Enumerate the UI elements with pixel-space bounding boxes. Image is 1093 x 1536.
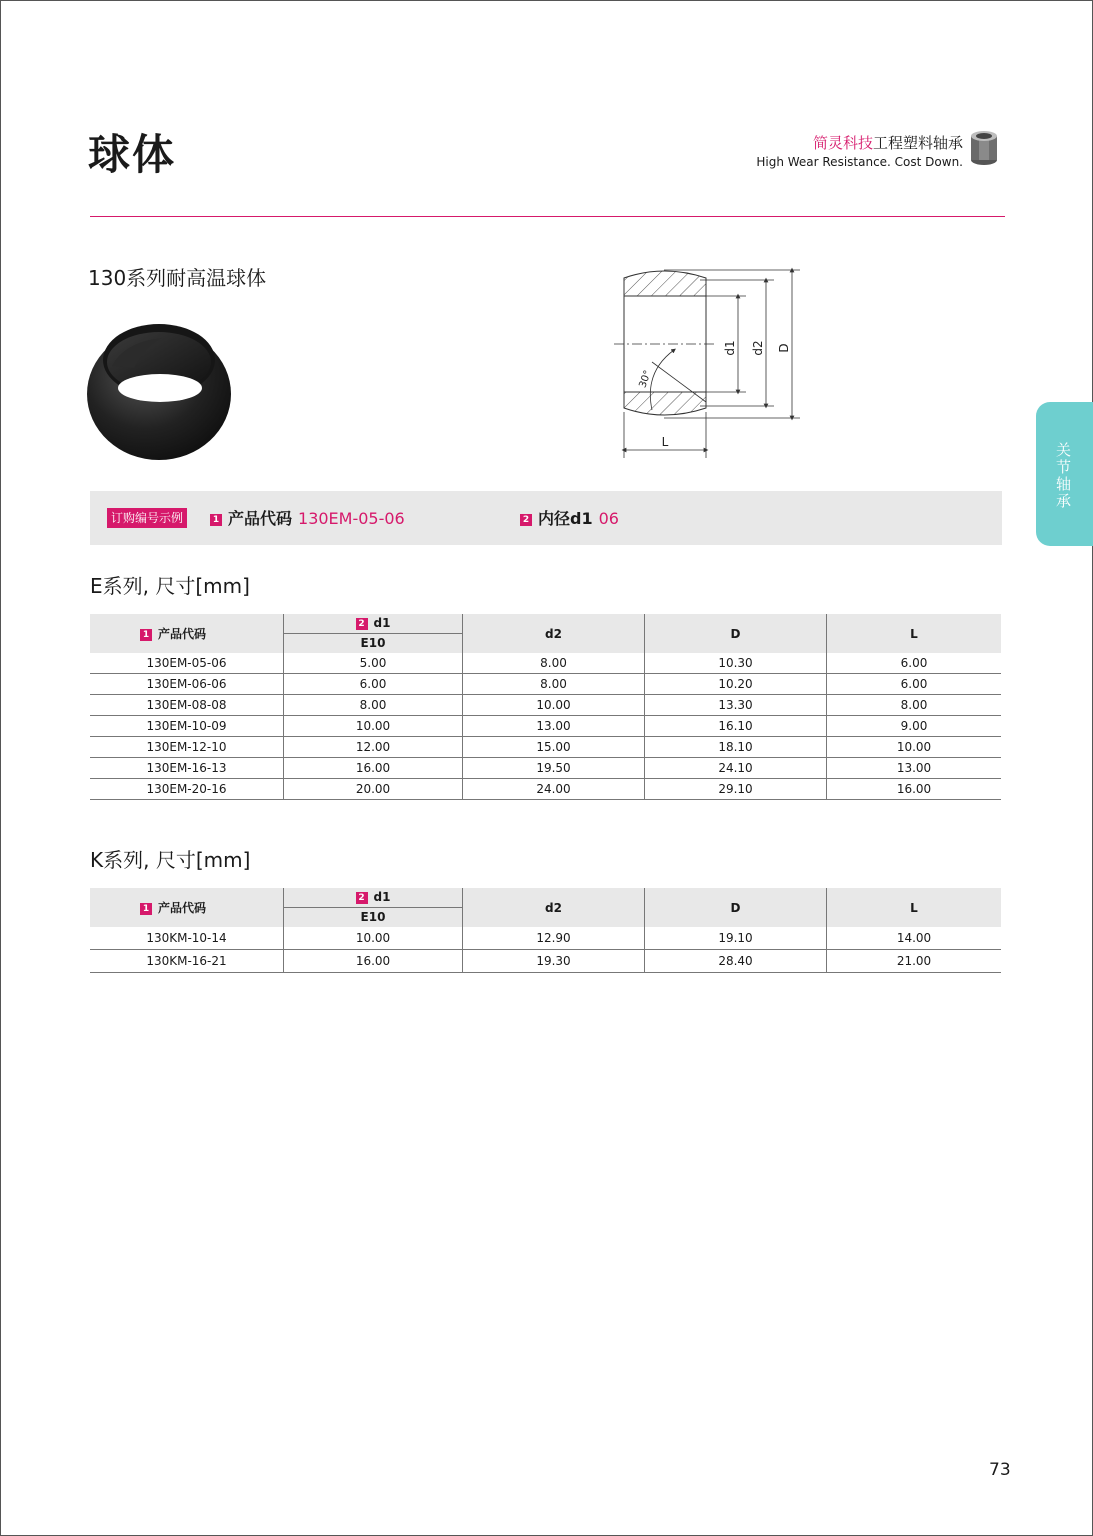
header-L: L xyxy=(827,888,1002,927)
order-item-label: 内径d1 xyxy=(538,509,593,528)
label-d1: d1 xyxy=(723,340,737,356)
number-badge-2: 2 xyxy=(520,514,532,526)
table-row: 130EM-16-13 16.00 19.50 24.10 13.00 xyxy=(90,758,1001,779)
label-L: L xyxy=(661,435,669,449)
header-L: L xyxy=(827,614,1002,653)
table-row: 130KM-16-21 16.00 19.30 28.40 21.00 xyxy=(90,950,1001,973)
product-subtitle: 130系列耐高温球体 xyxy=(88,266,267,290)
k-series-title: K系列, 尺寸[mm] xyxy=(90,848,251,872)
order-item-product-code xyxy=(210,506,405,529)
header-tolerance: E10 xyxy=(284,633,462,653)
header-product-code: 1 产品代码 xyxy=(90,888,284,927)
table-row: 130EM-06-06 6.00 8.00 10.20 6.00 xyxy=(90,674,1001,695)
header-d2: d2 xyxy=(463,614,645,653)
table-row: 130KM-10-14 10.00 12.90 19.10 14.00 xyxy=(90,927,1001,950)
side-tab-joint-bearing[interactable] xyxy=(1036,402,1093,546)
table-row: 130EM-12-10 12.00 15.00 18.10 10.00 xyxy=(90,737,1001,758)
order-item-value: 06 xyxy=(598,509,619,528)
e-series-title: E系列, 尺寸[mm] xyxy=(90,574,250,598)
brand-name-rest: 工程塑料轴承 xyxy=(872,134,963,152)
header-tolerance: E10 xyxy=(284,907,462,927)
order-item-inner-diameter xyxy=(520,506,619,529)
order-item-value: 130EM-05-06 xyxy=(298,509,405,528)
table-row: 130EM-08-08 8.00 10.00 13.30 8.00 xyxy=(90,695,1001,716)
brand-tagline: High Wear Resistance. Cost Down. xyxy=(756,155,963,169)
dimension-diagram xyxy=(600,262,815,462)
page-title: 球体 xyxy=(88,130,177,179)
order-item-label: 产品代码 xyxy=(228,509,293,528)
header-divider xyxy=(90,216,1005,217)
header-D: D xyxy=(645,614,827,653)
label-D: D xyxy=(777,343,791,353)
side-tab-label: 关节轴承 xyxy=(1054,442,1072,510)
e-series-table xyxy=(90,614,1001,800)
number-badge-2: 2 xyxy=(356,892,368,904)
brand-name-highlight: 简灵科技 xyxy=(812,134,873,152)
header-product-code: 1 产品代码 xyxy=(90,614,284,653)
bearing-icon xyxy=(969,130,999,166)
header-d2: d2 xyxy=(463,888,645,927)
brand-name xyxy=(756,132,963,153)
table-row: 130EM-10-09 10.00 13.00 16.10 9.00 xyxy=(90,716,1001,737)
header-d1: 2 d1 E10 xyxy=(284,614,463,653)
number-badge-1: 1 xyxy=(140,903,152,915)
k-series-table xyxy=(90,888,1001,973)
number-badge-1: 1 xyxy=(140,629,152,641)
number-badge-2: 2 xyxy=(356,618,368,630)
header-d1: 2 d1 E10 xyxy=(284,888,463,927)
number-badge-1: 1 xyxy=(210,514,222,526)
header-D: D xyxy=(645,888,827,927)
label-angle: 30° xyxy=(637,368,654,390)
page-number: 73 xyxy=(989,1460,1011,1480)
table-row: 130EM-20-16 20.00 24.00 29.10 16.00 xyxy=(90,779,1001,800)
ball-bushing-image xyxy=(84,316,234,462)
table-row: 130EM-05-06 5.00 8.00 10.30 6.00 xyxy=(90,653,1001,674)
order-example-box xyxy=(90,491,1002,545)
order-tag: 订购编号示例 xyxy=(107,508,187,528)
brand-block xyxy=(756,132,963,169)
label-d2: d2 xyxy=(751,340,765,356)
